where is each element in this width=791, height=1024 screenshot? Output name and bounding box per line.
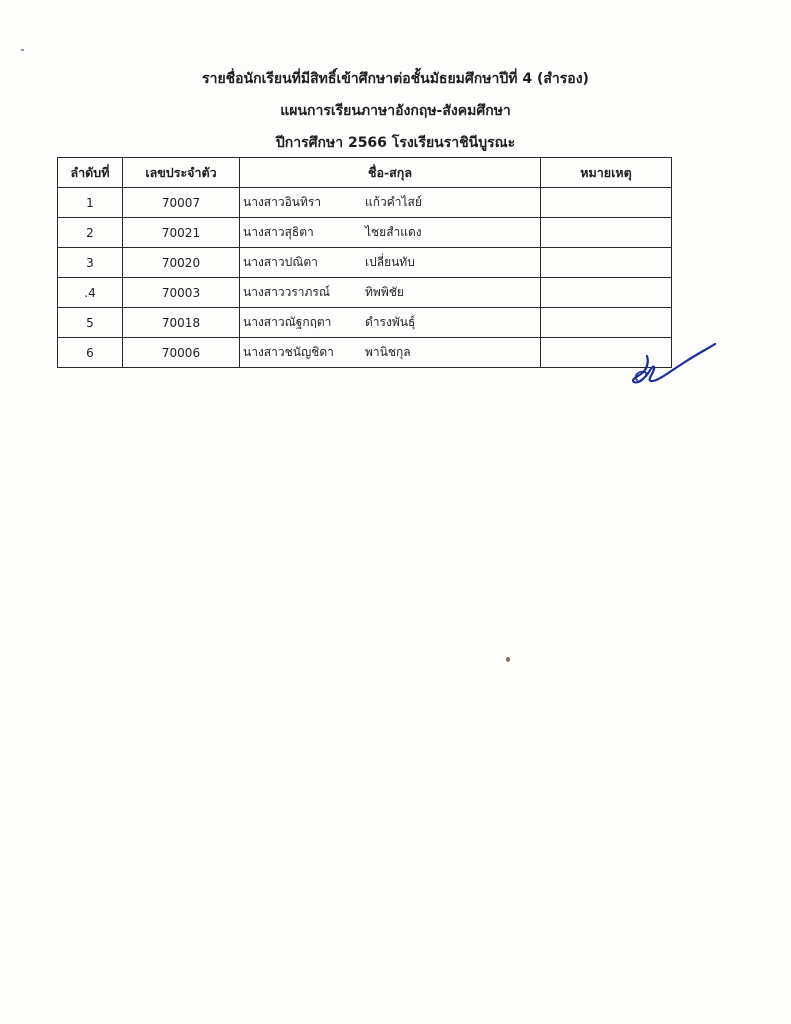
first-name: นางสาววราภรณ์ [243, 285, 331, 299]
student-name [240, 278, 541, 308]
remarks-cell [541, 308, 672, 338]
student-id: 70021 [123, 218, 240, 248]
student-name [240, 188, 541, 218]
first-name: นางสาวปณิตา [243, 255, 318, 269]
row-number: 1 [58, 188, 123, 218]
table-row [58, 278, 672, 308]
student-name [240, 218, 541, 248]
school-year-line: ปีการศึกษา 2566 โรงเรียนราชินีบูรณะ [275, 135, 516, 151]
table-row [58, 308, 672, 338]
col-header-name: ชื่อ-สกุล [240, 158, 541, 188]
table-row [58, 248, 672, 278]
student-id: 70020 [123, 248, 240, 278]
row-number: 6 [58, 338, 123, 368]
col-header-remarks: หมายเหตุ [541, 158, 672, 188]
table-header-row [58, 158, 672, 188]
document-title: รายชื่อนักเรียนที่มีสิทธิ์เข้าศึกษาต่อชั้นมัธยมศึกษาปีที่ 4 (สำรอง) [202, 71, 589, 87]
row-number: 5 [58, 308, 123, 338]
table-row [58, 188, 672, 218]
student-id: 70003 [123, 278, 240, 308]
student-id: 70006 [123, 338, 240, 368]
scan-speck [21, 49, 24, 51]
scan-speck [506, 657, 510, 662]
student-name [240, 308, 541, 338]
last-name: เปลี่ยนทับ [365, 255, 415, 269]
col-header-number: ลำดับที่ [58, 158, 123, 188]
table-row [58, 218, 672, 248]
student-name [240, 338, 541, 368]
row-number: 3 [58, 248, 123, 278]
student-id: 70007 [123, 188, 240, 218]
remarks-cell [541, 248, 672, 278]
remarks-cell [541, 278, 672, 308]
last-name: พานิชกุล [365, 345, 411, 359]
table-row [58, 338, 672, 368]
remarks-cell [541, 218, 672, 248]
first-name: นางสาวสุธิตา [243, 225, 314, 239]
remarks-cell [541, 188, 672, 218]
last-name: ดำรงพันธุ์ [365, 315, 416, 329]
row-number: 2 [58, 218, 123, 248]
row-number: .4 [58, 278, 123, 308]
last-name: ทิพพิชัย [365, 285, 404, 299]
first-name: นางสาวณัฐกฤตา [243, 315, 332, 329]
signature-icon [625, 336, 720, 392]
student-id: 70018 [123, 308, 240, 338]
first-name: นางสาวอินทิรา [243, 195, 322, 209]
col-header-student-id: เลขประจำตัว [123, 158, 240, 188]
student-table [57, 157, 672, 368]
last-name: แก้วคำไสย์ [365, 195, 422, 209]
first-name: นางสาวชนัญชิดา [243, 345, 334, 359]
program-subtitle: แผนการเรียนภาษาอังกฤษ-สังคมศึกษา [280, 103, 511, 119]
student-name [240, 248, 541, 278]
last-name: ไชยสำแดง [365, 225, 422, 239]
